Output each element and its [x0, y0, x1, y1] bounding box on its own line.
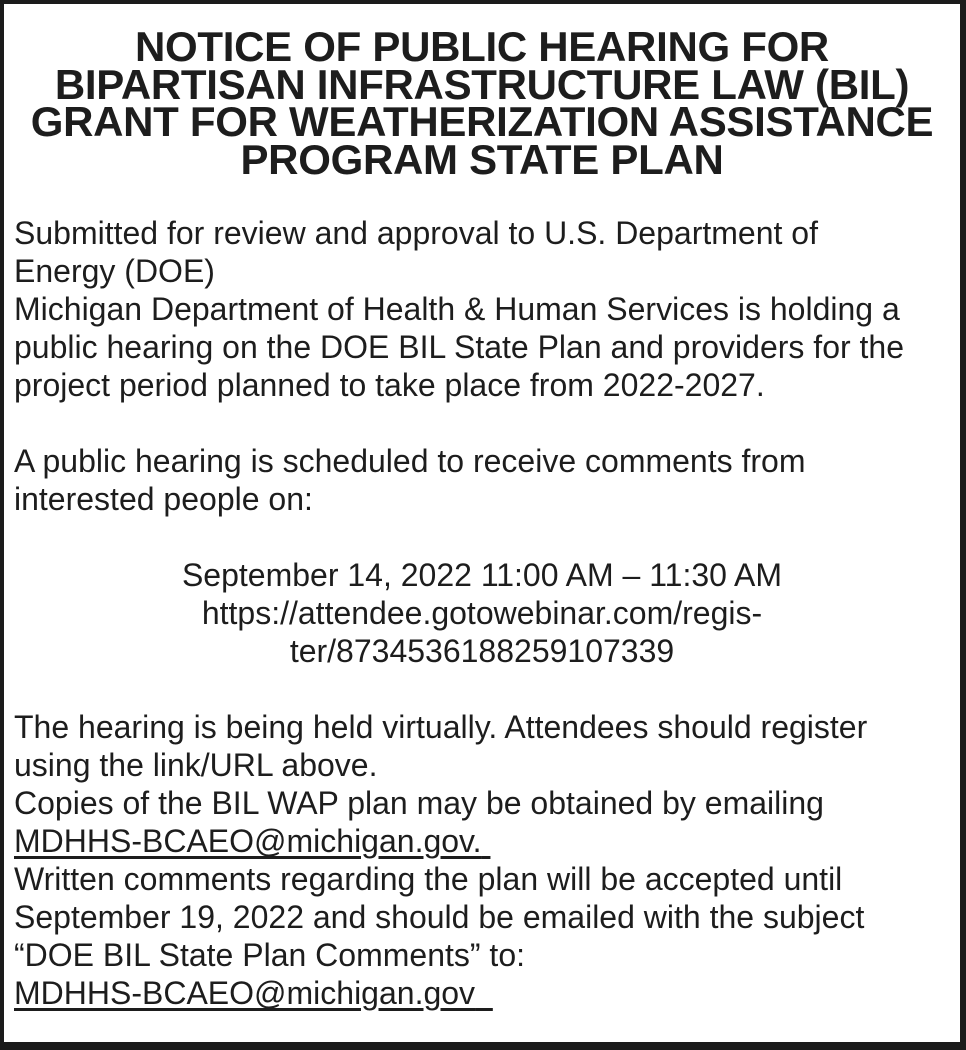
blank-line [14, 404, 950, 442]
submission-line: Michigan Department of Health & Human Services is holding a [14, 291, 900, 327]
blank-line [14, 670, 950, 708]
registration-url-line-1[interactable]: https://attendee.gotowebinar.com/regis- [201, 595, 763, 631]
notice-body [4, 214, 960, 1012]
title-line-4: PROGRAM STATE PLAN [240, 135, 724, 183]
comments-line: Written comments regarding the plan will be accepted until [14, 861, 843, 897]
copies-line: Copies of the BIL WAP plan may be obtained by emailing [14, 785, 824, 821]
comments-email-line [14, 974, 950, 1012]
title-line-2: BIPARTISAN INFRASTRUCTURE LAW (BIL) [54, 60, 910, 108]
notice-title [4, 23, 960, 183]
hearing-datetime: September 14, 2022 11:00 AM – 11:30 AM [181, 557, 783, 593]
title-line-1: NOTICE OF PUBLIC HEARING FOR [135, 23, 829, 70]
comments-line: September 19, 2022 and should be emailed with the subject [14, 899, 865, 935]
hearing-announcement-line: A public hearing is scheduled to receive comments from [14, 443, 806, 479]
virtual-hearing-line: The hearing is being held virtually. Attendees should register [14, 709, 868, 745]
virtual-hearing-line: using the link/URL above. [14, 747, 378, 783]
blank-line [14, 518, 950, 556]
copies-email-line [14, 822, 950, 860]
hearing-announcement-line: interested people on: [14, 481, 313, 517]
title-line-3: GRANT FOR WEATHERIZATION ASSISTANCE [30, 98, 934, 145]
submission-line: project period planned to take place from 2022-2027. [14, 367, 765, 403]
submission-line: Submitted for review and approval to U.S. Department of [14, 215, 818, 251]
submission-line: public hearing on the DOE BIL State Plan and providers for the [14, 329, 905, 365]
comments-email-link[interactable]: MDHHS-BCAEO@michigan.gov [14, 975, 476, 1011]
copies-email-link[interactable]: MDHHS-BCAEO@michigan.gov. [14, 823, 482, 859]
comments-line: “DOE BIL State Plan Comments” to: [14, 937, 525, 973]
submission-line: Energy (DOE) [14, 253, 215, 289]
registration-url-line-2[interactable]: ter/8734536188259107339 [289, 633, 675, 669]
